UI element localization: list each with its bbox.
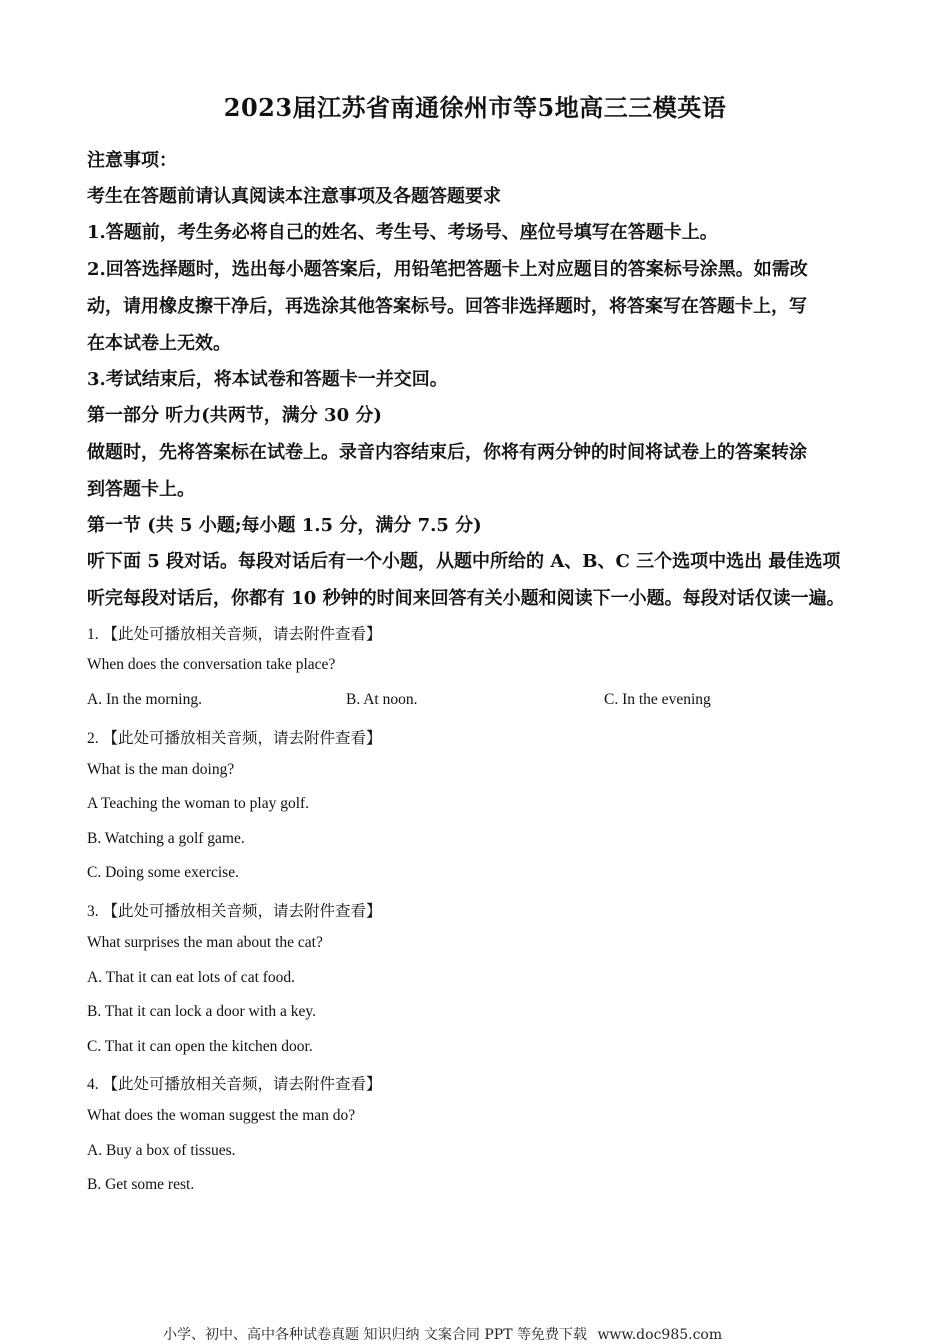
- option-b: B. Get some rest.: [87, 1176, 195, 1193]
- document-title: 2023届江苏省南通徐州市等5地高三三模英语: [223, 93, 727, 122]
- notes-line: 动，请用橡皮擦干净后，再选涂其他答案标号。回答非选择题时，将答案写在答题卡上，写: [87, 296, 807, 317]
- question-audio-placeholder: 3. 【此处可播放相关音频，请去附件查看】: [87, 903, 382, 920]
- footer-url: www.doc985.com: [597, 1327, 723, 1343]
- question-text: What surprises the man about the cat?: [87, 934, 323, 951]
- part1-instruction: 做题时，先将答案标在试卷上。录音内容结束后，你将有两分钟的时间将试卷上的答案转涂: [87, 442, 807, 463]
- notes-line: 在本试卷上无效。: [87, 333, 231, 354]
- option-b: B. That it can lock a door with a key.: [87, 1003, 316, 1020]
- section1-instruction: 听下面 5 段对话。每段对话后有一个小题，从题中所给的 A、B、C 三个选项中选出 最佳选项: [87, 551, 841, 572]
- option-a: A. That it can eat lots of cat food.: [87, 969, 296, 986]
- notes-heading: 注意事项：: [87, 150, 177, 171]
- option-a: A. Buy a box of tissues.: [87, 1142, 236, 1159]
- part1-heading: 第一部分 听力(共两节，满分 30 分): [87, 405, 382, 426]
- question-text: What does the woman suggest the man do?: [87, 1107, 356, 1124]
- question-text: When does the conversation take place?: [87, 656, 336, 673]
- notes-line: 3.考试结束后，将本试卷和答题卡一并交回。: [87, 369, 448, 390]
- question-audio-placeholder: 2. 【此处可播放相关音频，请去附件查看】: [87, 730, 382, 747]
- option-c: C. In the evening: [604, 691, 711, 708]
- question-audio-placeholder: 4. 【此处可播放相关音频，请去附件查看】: [87, 1076, 382, 1093]
- option-c: C. Doing some exercise.: [87, 864, 239, 881]
- part1-instruction: 到答题卡上。: [87, 479, 195, 500]
- section1-instruction: 听完每段对话后，你都有 10 秒钟的时间来回答有关小题和阅读下一小题。每段对话仅读一遍。: [87, 588, 845, 609]
- page-footer: [163, 1324, 728, 1344]
- section1-heading: 第一节 (共 5 小题;每小题 1.5 分，满分 7.5 分): [87, 515, 482, 536]
- option-c: C. That it can open the kitchen door.: [87, 1038, 313, 1055]
- option-b: B. Watching a golf game.: [87, 830, 245, 847]
- option-a: A. In the morning.: [87, 691, 202, 708]
- question-audio-placeholder: 1. 【此处可播放相关音频，请去附件查看】: [87, 626, 382, 643]
- notes-line: 2.回答选择题时，选出每小题答案后，用铅笔把答题卡上对应题目的答案标号涂黑。如需改: [87, 259, 808, 280]
- question-text: What is the man doing?: [87, 761, 235, 778]
- option-b: B. At noon.: [346, 691, 418, 708]
- option-a: A Teaching the woman to play golf.: [87, 795, 310, 812]
- notes-line: 1.答题前，考生务必将自己的姓名、考生号、考场号、座位号填写在答题卡上。: [87, 222, 718, 243]
- footer-text: 小学、初中、高中各种试卷真题 知识归纳 文案合同 PPT 等免费下载: [163, 1327, 587, 1343]
- notes-line: 考生在答题前请认真阅读本注意事项及各题答题要求: [87, 186, 501, 207]
